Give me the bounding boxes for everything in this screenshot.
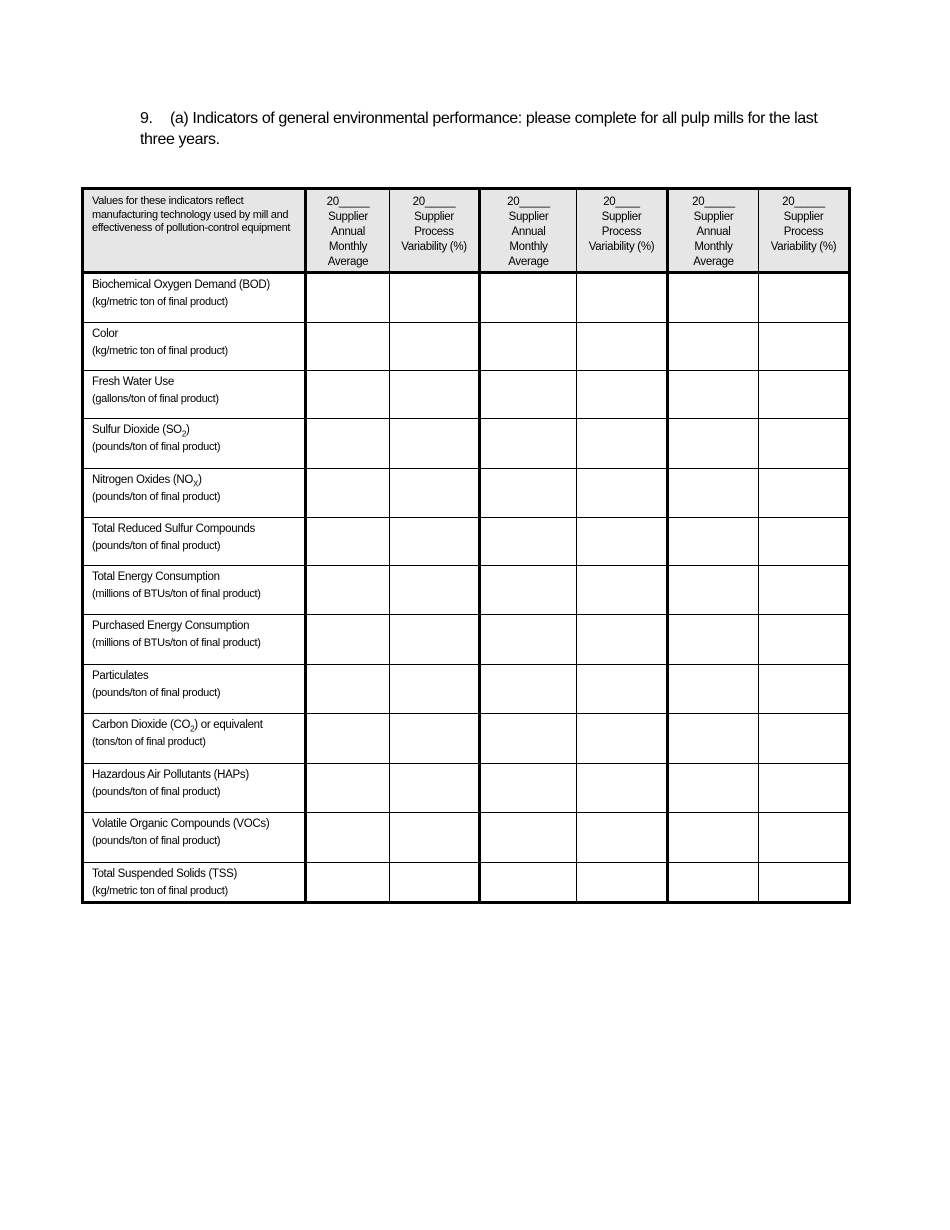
indicator-name-text: Total Suspended Solids (TSS) — [92, 868, 238, 880]
column-year: 20_____ — [412, 196, 456, 208]
entry-cell[interactable] — [759, 419, 850, 469]
entry-cell[interactable] — [306, 518, 390, 566]
entry-cell[interactable] — [668, 469, 759, 518]
table-row — [83, 665, 850, 714]
entry-cell[interactable] — [390, 764, 480, 813]
column-line: Process — [414, 226, 454, 238]
entry-cell[interactable] — [577, 518, 668, 566]
table-row — [83, 518, 850, 566]
indicator-name — [92, 668, 298, 685]
column-line: Variability (%) — [588, 241, 655, 253]
entry-cell[interactable] — [577, 665, 668, 714]
column-line: Process — [601, 226, 642, 238]
column-line: Supplier — [601, 211, 642, 223]
indicator-subscript: X — [193, 479, 199, 489]
entry-cell[interactable] — [480, 419, 577, 469]
table-row — [83, 273, 850, 323]
indicator-name-text: Hazardous Air Pollutants (HAPs) — [92, 769, 249, 781]
entry-cell[interactable] — [390, 714, 480, 764]
indicator-name — [92, 472, 298, 489]
indicator-unit: (pounds/ton of final product) — [92, 786, 221, 798]
table-row — [83, 714, 850, 764]
indicator-name-text: Total Energy Consumption — [92, 571, 220, 583]
row-label — [83, 371, 306, 419]
column-header — [306, 189, 390, 273]
entry-cell[interactable] — [306, 665, 390, 714]
entry-cell[interactable] — [306, 863, 390, 903]
entry-cell[interactable] — [759, 273, 850, 323]
entry-cell[interactable] — [390, 371, 480, 419]
question-number: 9. — [140, 110, 153, 127]
indicator-subscript: 2 — [181, 429, 186, 439]
entry-cell[interactable] — [577, 323, 668, 371]
column-line: Annual — [511, 226, 546, 238]
entry-cell[interactable] — [390, 863, 480, 903]
row-label — [83, 323, 306, 371]
table-row — [83, 566, 850, 615]
table-row — [83, 371, 850, 419]
indicator-name-suffix: ) — [186, 424, 190, 436]
indicator-name — [92, 767, 298, 784]
entry-cell[interactable] — [759, 469, 850, 518]
indicator-name — [92, 569, 298, 586]
column-year: 20_____ — [782, 196, 825, 208]
indicator-unit: (pounds/ton of final product) — [92, 441, 221, 453]
column-year: 20____ — [603, 196, 640, 208]
column-line: Supplier — [693, 211, 734, 223]
column-line: Variability (%) — [770, 241, 837, 253]
column-line: Monthly — [509, 241, 548, 253]
indicator-name — [92, 277, 298, 294]
column-year: 20_____ — [507, 196, 550, 208]
entry-cell[interactable] — [480, 813, 577, 863]
indicator-unit: (kg/metric ton of final product) — [92, 296, 228, 308]
indicator-name-text: Purchased Energy Consumption — [92, 620, 250, 632]
indicator-unit: (pounds/ton of final product) — [92, 835, 221, 847]
entry-cell[interactable] — [390, 665, 480, 714]
entry-cell[interactable] — [480, 323, 577, 371]
indicator-name — [92, 374, 298, 391]
indicator-name-text: Particulates — [92, 670, 149, 682]
indicator-name — [92, 816, 298, 833]
column-line: Supplier — [414, 211, 454, 223]
indicator-unit: (pounds/ton of final product) — [92, 687, 221, 699]
entry-cell[interactable] — [480, 273, 577, 323]
entry-cell[interactable] — [577, 714, 668, 764]
entry-cell[interactable] — [390, 323, 480, 371]
column-header — [668, 189, 759, 273]
entry-cell[interactable] — [577, 764, 668, 813]
entry-cell[interactable] — [390, 518, 480, 566]
entry-cell[interactable] — [480, 764, 577, 813]
column-line: Supplier — [783, 211, 824, 223]
entry-cell[interactable] — [577, 863, 668, 903]
column-line: Annual — [330, 226, 365, 238]
indicator-name-text: Total Reduced Sulfur Compounds — [92, 523, 255, 535]
entry-cell[interactable] — [390, 566, 480, 615]
table-row — [83, 419, 850, 469]
entry-cell[interactable] — [668, 714, 759, 764]
entry-cell[interactable] — [759, 518, 850, 566]
table-row — [83, 469, 850, 518]
table-row — [83, 863, 850, 903]
entry-cell[interactable] — [668, 813, 759, 863]
entry-cell[interactable] — [759, 371, 850, 419]
table-body — [83, 273, 850, 903]
indicator-name-text: Color — [92, 328, 118, 340]
row-label — [83, 419, 306, 469]
indicator-name — [92, 618, 298, 635]
header-description: Values for these indicators reflect manufacturing technology used by mill and effectiveness of pollution-control equipment — [83, 189, 306, 273]
indicator-unit: (pounds/ton of final product) — [92, 540, 221, 552]
entry-cell[interactable] — [306, 323, 390, 371]
entry-cell[interactable] — [759, 714, 850, 764]
indicator-unit: (millions of BTUs/ton of final product) — [92, 637, 261, 649]
indicator-name — [92, 521, 298, 538]
entry-cell[interactable] — [668, 323, 759, 371]
entry-cell[interactable] — [668, 615, 759, 665]
entry-cell[interactable] — [759, 323, 850, 371]
column-line: Supplier — [508, 211, 549, 223]
entry-cell[interactable] — [390, 615, 480, 665]
entry-cell[interactable] — [306, 615, 390, 665]
entry-cell[interactable] — [306, 371, 390, 419]
indicator-subscript: 2 — [190, 724, 195, 734]
column-year: 20_____ — [692, 196, 735, 208]
indicator-name-text: Biochemical Oxygen Demand (BOD) — [92, 279, 270, 291]
column-line: Supplier — [328, 211, 368, 223]
question-text: (a) Indicators of general environmental performance: please complete for all pulp mills for the last three years. — [140, 110, 818, 148]
row-label — [83, 566, 306, 615]
row-label — [83, 469, 306, 518]
indicator-name-text: Sulfur Dioxide (SO — [92, 424, 182, 436]
entry-cell[interactable] — [480, 371, 577, 419]
entry-cell[interactable] — [480, 615, 577, 665]
entry-cell[interactable] — [480, 863, 577, 903]
entry-cell[interactable] — [668, 273, 759, 323]
table-row — [83, 615, 850, 665]
indicator-name — [92, 866, 298, 883]
row-label — [83, 518, 306, 566]
entry-cell[interactable] — [759, 665, 850, 714]
entry-cell[interactable] — [306, 469, 390, 518]
entry-cell[interactable] — [668, 764, 759, 813]
entry-cell[interactable] — [668, 518, 759, 566]
column-header — [480, 189, 577, 273]
entry-cell[interactable] — [668, 566, 759, 615]
entry-cell[interactable] — [759, 566, 850, 615]
column-line: Process — [783, 226, 824, 238]
indicator-unit: (millions of BTUs/ton of final product) — [92, 588, 261, 600]
table-row — [83, 813, 850, 863]
table-row — [83, 323, 850, 371]
entry-cell[interactable] — [306, 419, 390, 469]
indicator-unit: (tons/ton of final product) — [92, 736, 206, 748]
indicator-unit: (gallons/ton of final product) — [92, 393, 219, 405]
row-label — [83, 665, 306, 714]
indicators-table — [81, 187, 851, 904]
entry-cell[interactable] — [306, 714, 390, 764]
entry-cell[interactable] — [577, 371, 668, 419]
column-line: Average — [693, 256, 734, 268]
entry-cell[interactable] — [306, 764, 390, 813]
entry-cell[interactable] — [577, 566, 668, 615]
column-line: Monthly — [328, 241, 368, 253]
entry-cell[interactable] — [390, 273, 480, 323]
column-line: Monthly — [694, 241, 733, 253]
column-year: 20_____ — [326, 196, 370, 208]
indicator-name — [92, 326, 298, 343]
indicator-unit: (pounds/ton of final product) — [92, 491, 221, 503]
row-label — [83, 813, 306, 863]
entry-cell[interactable] — [577, 469, 668, 518]
column-line: Variability (%) — [401, 241, 467, 253]
question-heading — [140, 108, 830, 150]
row-label — [83, 615, 306, 665]
indicator-name — [92, 717, 298, 734]
entry-cell[interactable] — [759, 813, 850, 863]
indicator-name-text: Carbon Dioxide (CO — [92, 719, 191, 731]
entry-cell[interactable] — [480, 665, 577, 714]
indicator-name-text: Nitrogen Oxides (NO — [92, 474, 194, 486]
indicator-name — [92, 422, 298, 439]
entry-cell[interactable] — [480, 518, 577, 566]
column-line: Average — [508, 256, 549, 268]
entry-cell[interactable] — [480, 469, 577, 518]
column-header — [577, 189, 668, 273]
entry-cell[interactable] — [390, 419, 480, 469]
entry-cell[interactable] — [759, 863, 850, 903]
row-label — [83, 764, 306, 813]
indicator-name-text: Volatile Organic Compounds (VOCs) — [92, 818, 270, 830]
entry-cell[interactable] — [390, 813, 480, 863]
table-row — [83, 764, 850, 813]
column-header — [390, 189, 480, 273]
header-row — [83, 189, 850, 273]
column-header — [759, 189, 850, 273]
entry-cell[interactable] — [577, 273, 668, 323]
indicator-name-suffix: ) or equivalent — [194, 719, 263, 731]
row-label — [83, 273, 306, 323]
row-label — [83, 714, 306, 764]
column-line: Average — [327, 256, 369, 268]
column-line: Annual — [696, 226, 731, 238]
entry-cell[interactable] — [759, 615, 850, 665]
entry-cell[interactable] — [759, 764, 850, 813]
entry-cell[interactable] — [668, 863, 759, 903]
entry-cell[interactable] — [390, 469, 480, 518]
entry-cell[interactable] — [577, 419, 668, 469]
entry-cell[interactable] — [577, 813, 668, 863]
entry-cell[interactable] — [480, 714, 577, 764]
entry-cell[interactable] — [306, 813, 390, 863]
indicator-unit: (kg/metric ton of final product) — [92, 885, 228, 897]
entry-cell[interactable] — [668, 665, 759, 714]
row-label — [83, 863, 306, 903]
entry-cell[interactable] — [577, 615, 668, 665]
indicator-name-suffix: ) — [198, 474, 202, 486]
indicator-unit: (kg/metric ton of final product) — [92, 345, 228, 357]
entry-cell[interactable] — [306, 273, 390, 323]
indicator-name-text: Fresh Water Use — [92, 376, 174, 388]
entry-cell[interactable] — [668, 419, 759, 469]
entry-cell[interactable] — [306, 566, 390, 615]
entry-cell[interactable] — [668, 371, 759, 419]
entry-cell[interactable] — [480, 566, 577, 615]
